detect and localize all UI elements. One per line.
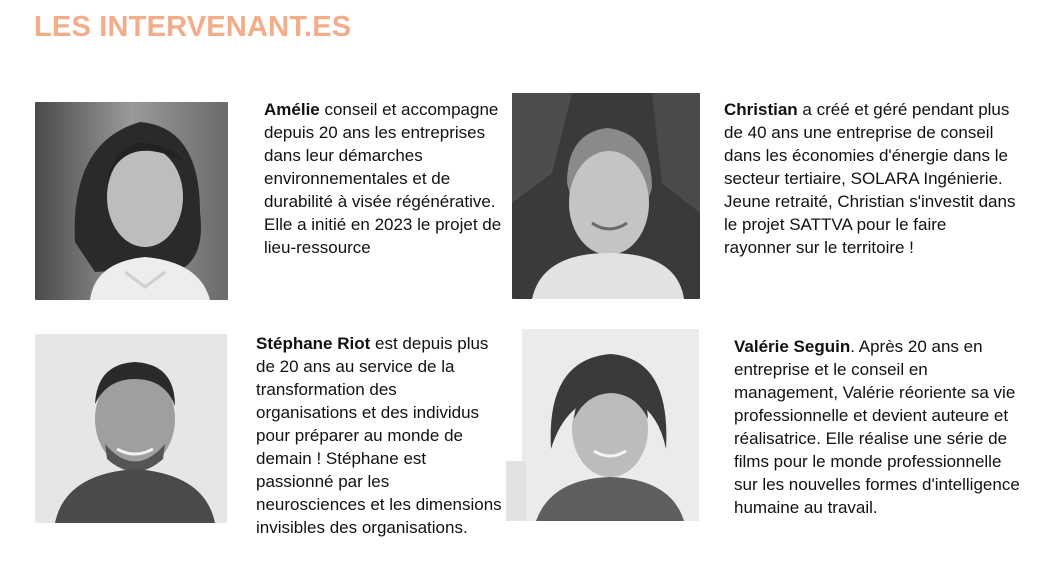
bio-valerie: [734, 335, 1024, 519]
person-name: Stéphane Riot: [256, 334, 371, 353]
bio-stephane: [256, 332, 502, 539]
bio-text: a créé et géré pendant plus de 40 ans une entreprise de conseil dans les économies d'énergie dans le secteur tertiaire, SOLARA Ingénierie. Jeune retraité, Christian s'investit dans le projet SATTVA pour le faire rayonner sur le territoire !: [724, 100, 1016, 257]
portrait-photo-valerie: [506, 329, 699, 521]
bio-text: est depuis plus de 20 ans au service de la transformation des organisations et des individus pour préparer au monde de demain ! Stéphane est passionné par les neurosciences et les dimensions invisibles des organisations.: [256, 334, 502, 537]
portrait-photo-christian: [512, 93, 700, 299]
bio-amelie: [264, 98, 508, 259]
person-name: Christian: [724, 100, 798, 119]
bio-text: . Après 20 ans en entreprise et le conseil en management, Valérie réoriente sa vie professionnelle et devient auteure et réalisatrice. Elle réalise une série de films pour le monde professionnelle sur les nouvelles formes d'intelligence humaine au travail.: [734, 337, 1020, 517]
portrait-photo-stephane: [35, 334, 227, 523]
bio-text: conseil et accompagne depuis 20 ans les entreprises dans leur démarches environnementales et de durabilité à visée régénérative. Elle a initié en 2023 le projet de lieu-ressource: [264, 100, 502, 257]
portrait-photo-amelie: [35, 102, 228, 300]
person-name: Valérie Seguin: [734, 337, 851, 356]
bio-christian: [724, 98, 1016, 259]
person-name: Amélie: [264, 100, 320, 119]
page-title: LES INTERVENANT.ES: [34, 11, 352, 43]
